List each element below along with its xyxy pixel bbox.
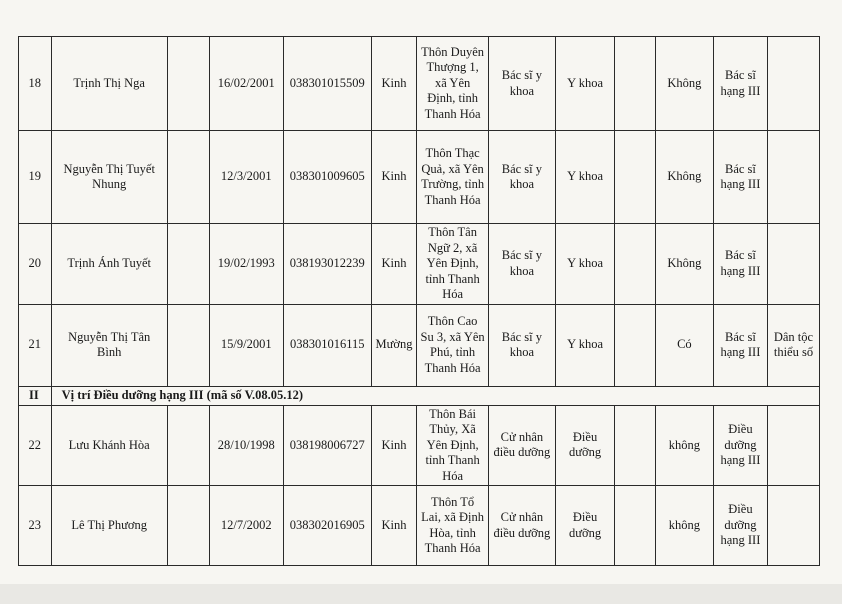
cell-degree: Bác sĩ y khoa (488, 131, 555, 224)
cell-name: Nguyễn Thị Tuyết Nhung (51, 131, 167, 224)
cell-ethnic: Kinh (371, 131, 417, 224)
cell-name: Lưu Khánh Hòa (51, 405, 167, 486)
cell-priority: Không (655, 224, 713, 305)
cell-position: Bác sĩ hạng III (713, 131, 767, 224)
cell-major: Y khoa (556, 224, 615, 305)
cell-empty (167, 37, 209, 131)
cell-degree: Bác sĩ y khoa (488, 37, 555, 131)
cell-id: 038301009605 (283, 131, 371, 224)
cell-empty (167, 131, 209, 224)
cell-stt: 23 (19, 486, 52, 566)
cell-note (767, 131, 819, 224)
cell-priority: Có (655, 304, 713, 386)
table-row (19, 405, 820, 486)
cell-empty (167, 405, 209, 486)
cell-id: 038198006727 (283, 405, 371, 486)
cell-position: Điều dưỡng hạng III (713, 486, 767, 566)
table-row (19, 131, 820, 224)
cell-note: Dân tộc thiểu số (767, 304, 819, 386)
cell-name: Nguyễn Thị Tân Bình (51, 304, 167, 386)
cell-name: Trịnh Thị Nga (51, 37, 167, 131)
cell-dob: 28/10/1998 (209, 405, 283, 486)
cell-position: Bác sĩ hạng III (713, 37, 767, 131)
cell-ethnic: Kinh (371, 486, 417, 566)
cell-position: Điều dưỡng hạng III (713, 405, 767, 486)
cell-id: 038193012239 (283, 224, 371, 305)
cell-priority: không (655, 486, 713, 566)
cell-note (767, 486, 819, 566)
cell-name: Trịnh Ánh Tuyết (51, 224, 167, 305)
cell-dob: 19/02/1993 (209, 224, 283, 305)
cell-stt: 22 (19, 405, 52, 486)
page-bottom-edge (0, 584, 842, 604)
section-row (19, 386, 820, 405)
table-row (19, 304, 820, 386)
cell-ethnic: Kinh (371, 224, 417, 305)
cell-id: 038301016115 (283, 304, 371, 386)
candidate-table (18, 36, 820, 566)
cell-empty (167, 486, 209, 566)
cell-name: Lê Thị Phương (51, 486, 167, 566)
cell-id: 038301015509 (283, 37, 371, 131)
cell-degree: Cử nhân điều dưỡng (488, 405, 555, 486)
cell-address: Thôn Bái Thủy, Xã Yên Định, tỉnh Thanh Hóa (417, 405, 488, 486)
cell-empty (167, 304, 209, 386)
cell-ethnic: Kinh (371, 37, 417, 131)
cell-ethnic: Kinh (371, 405, 417, 486)
cell-stt: 19 (19, 131, 52, 224)
cell-extra (615, 486, 656, 566)
cell-address: Thôn Tổ Lai, xã Định Hòa, tỉnh Thanh Hóa (417, 486, 488, 566)
cell-note (767, 224, 819, 305)
cell-address: Thôn Duyên Thượng 1, xã Yên Định, tỉnh Thanh Hóa (417, 37, 488, 131)
cell-stt: 18 (19, 37, 52, 131)
cell-extra (615, 405, 656, 486)
cell-priority: Không (655, 131, 713, 224)
cell-stt: 21 (19, 304, 52, 386)
table-row (19, 224, 820, 305)
cell-major: Y khoa (556, 131, 615, 224)
cell-major: Y khoa (556, 304, 615, 386)
cell-ethnic: Mường (371, 304, 417, 386)
cell-major: Y khoa (556, 37, 615, 131)
cell-extra (615, 37, 656, 131)
cell-empty (167, 224, 209, 305)
cell-address: Thôn Cao Su 3, xã Yên Phú, tỉnh Thanh Hóa (417, 304, 488, 386)
cell-stt: 20 (19, 224, 52, 305)
cell-address: Thôn Thạc Quả, xã Yên Trường, tỉnh Thanh Hóa (417, 131, 488, 224)
cell-dob: 15/9/2001 (209, 304, 283, 386)
cell-priority: không (655, 405, 713, 486)
section-title: Vị trí Điều dưỡng hạng III (mã số V.08.05.12) (51, 386, 819, 405)
cell-degree: Bác sĩ y khoa (488, 304, 555, 386)
cell-position: Bác sĩ hạng III (713, 224, 767, 305)
cell-extra (615, 304, 656, 386)
cell-dob: 12/3/2001 (209, 131, 283, 224)
cell-major: Điều dưỡng (556, 486, 615, 566)
cell-dob: 12/7/2002 (209, 486, 283, 566)
cell-id: 038302016905 (283, 486, 371, 566)
cell-priority: Không (655, 37, 713, 131)
cell-note (767, 405, 819, 486)
section-number: II (19, 386, 52, 405)
cell-extra (615, 131, 656, 224)
table-body (19, 37, 820, 566)
cell-degree: Bác sĩ y khoa (488, 224, 555, 305)
cell-dob: 16/02/2001 (209, 37, 283, 131)
cell-major: Điều dưỡng (556, 405, 615, 486)
table-row (19, 486, 820, 566)
cell-degree: Cử nhân điều dưỡng (488, 486, 555, 566)
cell-extra (615, 224, 656, 305)
table-row (19, 37, 820, 131)
cell-note (767, 37, 819, 131)
cell-position: Bác sĩ hạng III (713, 304, 767, 386)
cell-address: Thôn Tân Ngữ 2, xã Yên Định, tỉnh Thanh Hóa (417, 224, 488, 305)
